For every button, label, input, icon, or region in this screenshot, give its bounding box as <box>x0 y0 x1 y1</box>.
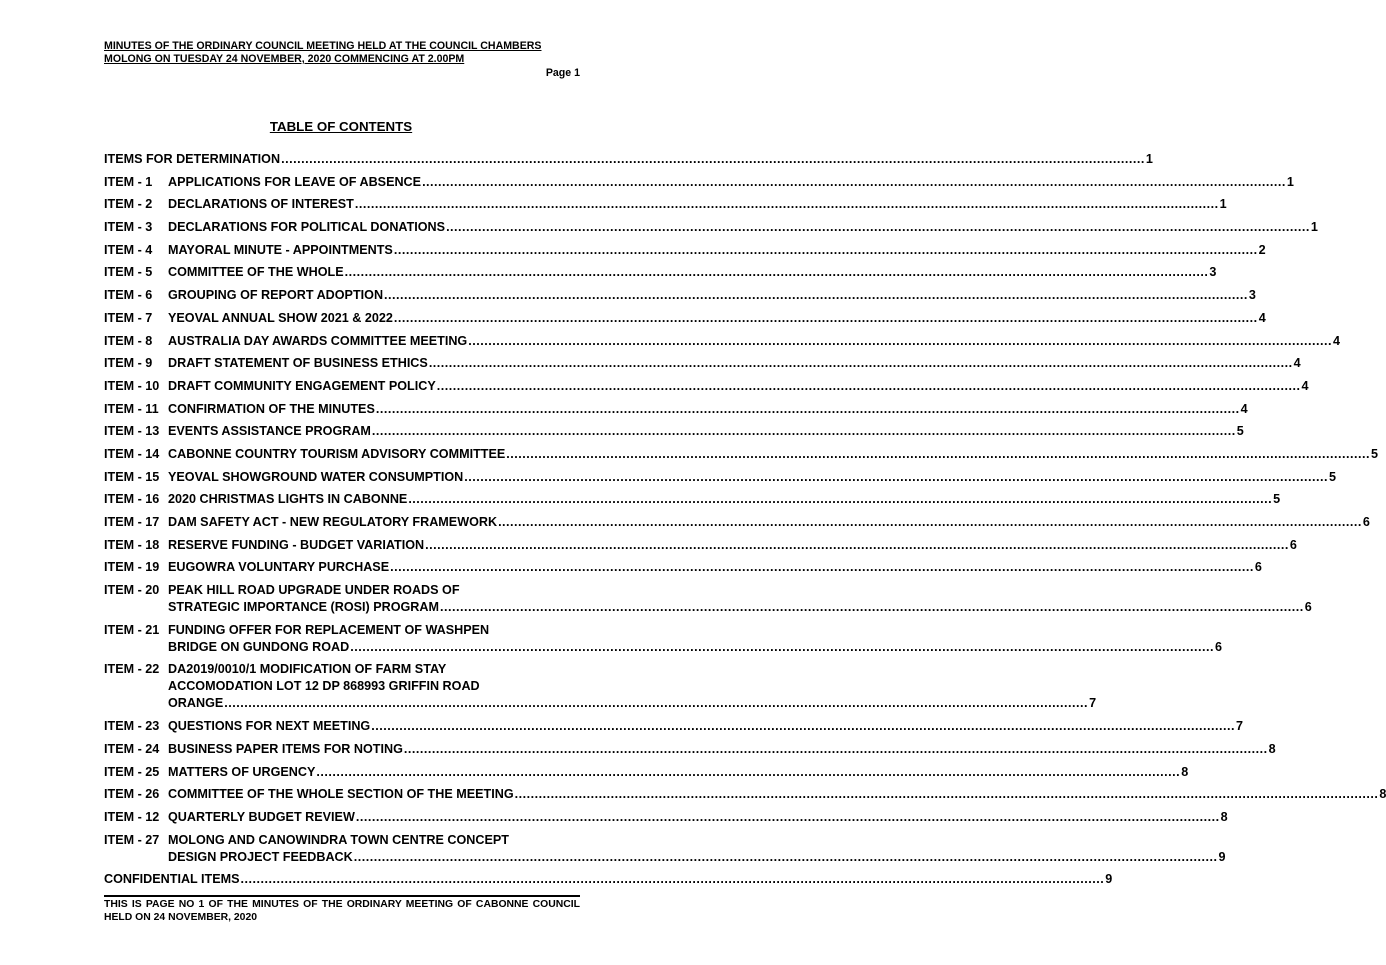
table-of-contents <box>104 151 1386 894</box>
toc-entry <box>104 333 1341 350</box>
toc-entry-line <box>168 242 1266 259</box>
toc-entry-number: ITEM - 19 <box>104 560 160 575</box>
toc-entry <box>104 219 1318 236</box>
toc-entry-title <box>104 151 1153 168</box>
toc-entry-line <box>168 786 1386 803</box>
toc-leader-dots <box>437 378 1301 395</box>
toc-entry-text: ITEMS FOR DETERMINATION <box>104 152 281 166</box>
toc-entry-number: ITEM - 7 <box>104 310 153 325</box>
toc-entry-line <box>168 559 1262 576</box>
toc-entry-text: RESERVE FUNDING - BUDGET VARIATION <box>168 537 425 552</box>
toc-entry <box>104 264 1217 281</box>
toc-page-number: 5 <box>1371 446 1379 461</box>
toc-leader-dots <box>464 469 1328 486</box>
toc-entry-title <box>168 310 1266 327</box>
toc-entry-text: QUARTERLY BUDGET REVIEW <box>168 809 355 824</box>
toc-leader-dots <box>394 310 1258 327</box>
toc-entry-title <box>168 423 1244 440</box>
toc-entry-number: ITEM - 25 <box>104 764 160 779</box>
toc-entry <box>104 741 1276 758</box>
toc-entry-title <box>168 582 1312 616</box>
toc-page-number: 2 <box>1258 242 1266 257</box>
toc-entry-number: ITEM - 8 <box>104 333 153 348</box>
toc-page-number: 7 <box>1089 696 1097 711</box>
toc-entry-number: ITEM - 2 <box>104 197 153 212</box>
footer-divider <box>104 895 580 897</box>
toc-leader-dots <box>372 423 1236 440</box>
toc-entry-line <box>168 639 1222 656</box>
toc-leader-dots <box>316 764 1180 781</box>
toc-leader-dots <box>356 809 1220 826</box>
toc-entry-text: DECLARATIONS OF INTEREST <box>168 197 354 212</box>
toc-entry <box>104 174 1294 191</box>
toc-entry <box>104 809 1228 826</box>
toc-page-number: 4 <box>1258 310 1266 325</box>
toc-entry <box>104 764 1189 781</box>
toc-page-number: 9 <box>1218 849 1226 864</box>
toc-page-number: 6 <box>1304 600 1312 615</box>
toc-entry-text: COMMITTEE OF THE WHOLE <box>168 265 344 280</box>
header-line-1: MINUTES OF THE ORDINARY COUNCIL MEETING HELD AT THE COUNCIL CHAMBERS <box>104 40 542 52</box>
toc-entry <box>104 786 1386 803</box>
toc-entry-title <box>168 514 1370 531</box>
toc-entry-line <box>168 469 1336 486</box>
toc-leader-dots <box>390 559 1254 576</box>
document-footer: THIS IS PAGE NO 1 OF THE MINUTES OF THE ORDINARY MEETING OF CABONNE COUNCIL HELD ON 24 NOVEMBER, 2020 <box>104 899 580 923</box>
toc-entry-line <box>168 661 1096 678</box>
page-number: Page 1 <box>545 67 580 79</box>
toc-entry-line <box>168 718 1243 735</box>
toc-entry-text: APPLICATIONS FOR LEAVE OF ABSENCE <box>168 174 422 189</box>
toc-entry-number: ITEM - 27 <box>104 832 160 847</box>
toc-page-number: 1 <box>1286 174 1294 189</box>
toc-entry-number: ITEM - 22 <box>104 662 160 677</box>
toc-page-number: 8 <box>1220 809 1228 824</box>
toc-leader-dots <box>345 264 1209 281</box>
toc-leader-dots <box>371 718 1235 735</box>
toc-entry-line <box>168 174 1294 191</box>
toc-entry <box>104 622 1223 656</box>
toc-entry-text: MATTERS OF URGENCY <box>168 764 316 779</box>
toc-entry-line <box>104 151 1153 168</box>
toc-entry <box>104 287 1256 304</box>
document-header <box>104 40 580 66</box>
toc-entry-title <box>168 219 1318 236</box>
toc-entry-number: ITEM - 10 <box>104 378 160 393</box>
toc-entry-title <box>168 661 1096 712</box>
toc-entry-title <box>168 537 1297 554</box>
toc-entry-number: ITEM - 20 <box>104 583 160 598</box>
toc-page-number: 6 <box>1254 560 1262 575</box>
toc-entry-line <box>168 310 1266 327</box>
toc-page-number: 1 <box>1219 197 1227 212</box>
toc-entry-title <box>168 242 1266 259</box>
toc-entry <box>104 832 1226 866</box>
toc-entry-text: BUSINESS PAPER ITEMS FOR NOTING <box>168 741 403 756</box>
toc-entry-number: ITEM - 21 <box>104 622 160 637</box>
toc-entry-text: ACCOMODATION LOT 12 DP 868993 GRIFFIN ROAD <box>168 679 480 694</box>
toc-entry-line <box>168 355 1301 372</box>
toc-entry-line <box>168 764 1188 781</box>
toc-leader-dots <box>468 333 1332 350</box>
toc-page-number: 1 <box>1145 152 1153 166</box>
toc-entry-title <box>104 871 1112 888</box>
toc-leader-dots <box>355 196 1219 213</box>
toc-leader-dots <box>422 174 1286 191</box>
toc-leader-dots <box>425 537 1289 554</box>
toc-entry-line <box>168 378 1309 395</box>
toc-entry-line <box>168 695 1096 712</box>
toc-page-number: 7 <box>1236 719 1244 734</box>
toc-entry <box>104 491 1281 508</box>
toc-entry-line <box>168 809 1228 826</box>
toc-entry-title <box>168 401 1248 418</box>
toc-page-number: 4 <box>1240 401 1248 416</box>
toc-entry-line <box>168 491 1280 508</box>
toc-entry-text: GROUPING OF REPORT ADOPTION <box>168 288 384 303</box>
header-line-2: MOLONG ON TUESDAY 24 NOVEMBER, 2020 COMMENCING AT 2.00PM <box>104 53 465 65</box>
toc-entry-number: ITEM - 13 <box>104 424 160 439</box>
toc-entry-text: 2020 CHRISTMAS LIGHTS IN CABONNE <box>168 492 408 507</box>
toc-page-number: 5 <box>1236 424 1244 439</box>
toc-entry-text: MAYORAL MINUTE - APPOINTMENTS <box>168 242 393 257</box>
toc-page-number: 6 <box>1289 537 1297 552</box>
toc-entry-number: ITEM - 18 <box>104 537 160 552</box>
toc-title: TABLE OF CONTENTS <box>269 119 413 134</box>
toc-entry-text: DESIGN PROJECT FEEDBACK <box>168 849 353 864</box>
toc-entry-title <box>168 622 1222 656</box>
toc-entry-line <box>168 446 1378 463</box>
toc-entry <box>104 310 1266 327</box>
toc-entry-line <box>168 582 1312 599</box>
toc-entry-line <box>168 287 1256 304</box>
toc-entry-number: ITEM - 14 <box>104 446 160 461</box>
toc-entry <box>104 718 1244 735</box>
toc-entry-title <box>168 196 1227 213</box>
toc-entry-text: MOLONG AND CANOWINDRA TOWN CENTRE CONCEPT <box>168 832 509 847</box>
toc-entry-line <box>168 333 1340 350</box>
toc-entry-text: DRAFT STATEMENT OF BUSINESS ETHICS <box>168 356 428 371</box>
toc-entry-title <box>168 174 1294 191</box>
toc-entry-title <box>168 287 1256 304</box>
toc-entry-text: QUESTIONS FOR NEXT MEETING <box>168 719 371 734</box>
toc-entry-title <box>168 786 1386 803</box>
toc-entry <box>104 661 1097 712</box>
toc-entry <box>104 582 1312 616</box>
toc-leader-dots <box>506 446 1370 463</box>
toc-leader-dots <box>404 741 1268 758</box>
toc-entry-title <box>168 333 1340 350</box>
toc-page-number: 8 <box>1379 787 1386 802</box>
toc-entry-number: ITEM - 24 <box>104 741 160 756</box>
toc-entry-number: ITEM - 6 <box>104 288 153 303</box>
toc-entry-line <box>168 264 1216 281</box>
toc-page-number: 8 <box>1181 764 1189 779</box>
toc-entry-text: EUGOWRA VOLUNTARY PURCHASE <box>168 560 390 575</box>
toc-entry-number: ITEM - 3 <box>104 220 153 235</box>
toc-entry <box>104 446 1379 463</box>
toc-entry-title <box>168 741 1276 758</box>
toc-entry <box>104 151 1153 168</box>
toc-entry-text: YEOVAL SHOWGROUND WATER CONSUMPTION <box>168 469 464 484</box>
toc-entry <box>104 378 1309 395</box>
toc-entry-number: ITEM - 15 <box>104 469 160 484</box>
toc-leader-dots <box>350 639 1214 656</box>
toc-entry-title <box>168 764 1188 781</box>
toc-entry-title <box>168 355 1301 372</box>
toc-leader-dots <box>408 491 1272 508</box>
toc-leader-dots <box>498 514 1362 531</box>
toc-entry-number: ITEM - 1 <box>104 174 153 189</box>
toc-entry-text: COMMITTEE OF THE WHOLE SECTION OF THE MEETING <box>168 787 514 802</box>
toc-entry-title <box>168 469 1336 486</box>
toc-entry-title <box>168 491 1280 508</box>
toc-entry <box>104 355 1301 372</box>
toc-page-number: 1 <box>1310 220 1318 235</box>
toc-entry <box>104 871 1113 888</box>
toc-entry <box>104 401 1248 418</box>
toc-leader-dots <box>515 786 1379 803</box>
toc-entry-text: DA2019/0010/1 MODIFICATION OF FARM STAY <box>168 662 447 677</box>
toc-entry-text: DAM SAFETY ACT - NEW REGULATORY FRAMEWORK <box>168 515 498 529</box>
toc-entry-number: ITEM - 17 <box>104 515 160 529</box>
toc-entry-title <box>168 832 1226 866</box>
toc-entry-line <box>168 219 1318 236</box>
toc-entry-line <box>168 832 1226 849</box>
toc-entry-text: FUNDING OFFER FOR REPLACEMENT OF WASHPEN <box>168 622 490 637</box>
toc-page-number: 6 <box>1215 639 1223 654</box>
toc-entry-number: ITEM - 5 <box>104 265 153 280</box>
toc-entry-text: EVENTS ASSISTANCE PROGRAM <box>168 424 371 439</box>
toc-entry-number: ITEM - 23 <box>104 719 160 734</box>
toc-entry-text: STRATEGIC IMPORTANCE (ROSI) PROGRAM <box>168 600 439 615</box>
toc-entry-text: CONFIDENTIAL ITEMS <box>104 872 240 887</box>
toc-entry-title <box>168 446 1378 463</box>
toc-entry-text: AUSTRALIA DAY AWARDS COMMITTEE MEETING <box>168 333 468 348</box>
toc-entry-line <box>168 423 1244 440</box>
toc-entry-text: CONFIRMATION OF THE MINUTES <box>168 401 375 416</box>
toc-entry <box>104 242 1266 259</box>
toc-leader-dots <box>440 599 1304 616</box>
toc-leader-dots <box>241 871 1105 888</box>
toc-entry-number: ITEM - 12 <box>104 809 160 824</box>
toc-entry-text: BRIDGE ON GUNDONG ROAD <box>168 639 350 654</box>
toc-entry <box>104 514 1370 531</box>
toc-page-number: 9 <box>1105 872 1113 887</box>
toc-leader-dots <box>394 242 1258 259</box>
toc-entry-text: YEOVAL ANNUAL SHOW 2021 & 2022 <box>168 310 393 325</box>
toc-entry-text: DRAFT COMMUNITY ENGAGEMENT POLICY <box>168 378 436 393</box>
toc-leader-dots <box>281 151 1145 168</box>
toc-entry-line <box>168 678 1096 695</box>
toc-entry-title <box>168 378 1309 395</box>
toc-entry-number: ITEM - 26 <box>104 787 160 802</box>
toc-page-number: 4 <box>1333 333 1341 348</box>
toc-entry-text: ORANGE <box>168 696 224 711</box>
toc-entry <box>104 196 1227 213</box>
toc-entry-line <box>168 196 1227 213</box>
toc-entry-title <box>168 718 1243 735</box>
toc-page-number: 3 <box>1209 265 1217 280</box>
toc-page-number: 4 <box>1293 356 1301 371</box>
toc-entry-line <box>168 741 1276 758</box>
toc-entry-line <box>168 401 1248 418</box>
toc-entry-text: CABONNE COUNTRY TOURISM ADVISORY COMMITTEE <box>168 446 506 461</box>
toc-leader-dots <box>429 355 1293 372</box>
toc-entry <box>104 423 1244 440</box>
toc-page-number: 8 <box>1268 741 1276 756</box>
toc-page-number: 4 <box>1301 378 1309 393</box>
toc-entry-line <box>168 599 1312 616</box>
toc-leader-dots <box>376 401 1240 418</box>
toc-entry-line <box>168 537 1297 554</box>
toc-entry <box>104 469 1337 486</box>
toc-entry-line <box>168 849 1226 866</box>
toc-entry-title <box>168 264 1216 281</box>
toc-entry-number: ITEM - 16 <box>104 492 160 507</box>
toc-entry-number: ITEM - 9 <box>104 356 153 371</box>
toc-entry-title <box>168 809 1228 826</box>
toc-entry-text: PEAK HILL ROAD UPGRADE UNDER ROADS OF <box>168 583 460 598</box>
toc-page-number: 3 <box>1248 288 1256 303</box>
toc-entry-text: DECLARATIONS FOR POLITICAL DONATIONS <box>168 220 446 235</box>
toc-page-number: 5 <box>1273 492 1281 507</box>
toc-entry <box>104 537 1297 554</box>
toc-page-number: 6 <box>1362 515 1370 529</box>
toc-entry <box>104 559 1262 576</box>
toc-entry-number: ITEM - 11 <box>104 401 159 416</box>
toc-entry-line <box>168 622 1222 639</box>
toc-entry-line <box>104 871 1112 888</box>
toc-leader-dots <box>354 849 1218 866</box>
toc-page-number: 5 <box>1329 469 1337 484</box>
toc-leader-dots <box>446 219 1310 236</box>
toc-entry-title <box>168 559 1262 576</box>
toc-leader-dots <box>224 695 1088 712</box>
toc-entry-number: ITEM - 4 <box>104 242 153 257</box>
toc-entry-line <box>168 514 1370 531</box>
toc-leader-dots <box>384 287 1248 304</box>
